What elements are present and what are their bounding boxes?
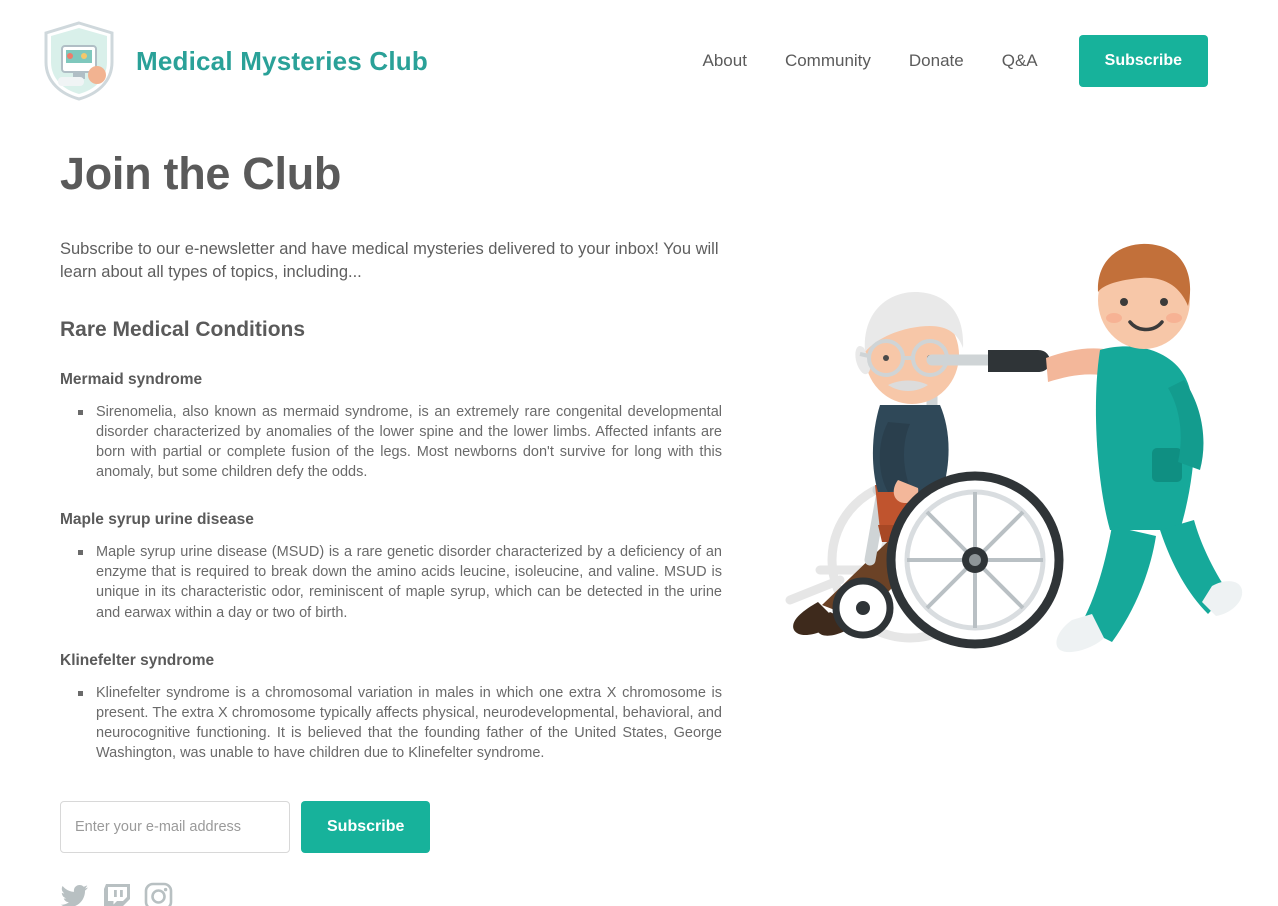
- intro-paragraph: Subscribe to our e-newsletter and have medical mysteries delivered to your inbox! You will learn about all types of topics, including...: [60, 240, 719, 281]
- twitter-icon[interactable]: [60, 882, 89, 906]
- site-header: [0, 0, 1278, 122]
- brand-title: Medical Mysteries Club: [136, 45, 428, 76]
- email-input[interactable]: [60, 801, 290, 853]
- brand[interactable]: [40, 20, 428, 102]
- newsletter-signup-form: [60, 801, 700, 853]
- nav-item-community[interactable]: Community: [784, 51, 871, 70]
- twitch-icon[interactable]: [102, 882, 131, 906]
- condition-list-maple-syrup-urine-disease: [60, 542, 722, 623]
- medical-shield-logo-icon: [40, 20, 118, 102]
- main-content: [0, 122, 760, 906]
- condition-list-mermaid-syndrome: [60, 402, 722, 483]
- condition-title-maple-syrup-urine-disease: Maple syrup urine disease: [60, 511, 254, 529]
- nav-item-about[interactable]: About: [702, 51, 747, 70]
- newsletter-subscribe-button[interactable]: Subscribe: [301, 801, 430, 853]
- social-links: [60, 882, 700, 906]
- condition-title-mermaid-syndrome: Mermaid syndrome: [60, 370, 203, 388]
- main-nav: [684, 35, 1209, 87]
- nurse-pushing-patient-in-wheelchair-illustration: [760, 230, 1260, 670]
- condition-title-klinefelter-syndrome: Klinefelter syndrome: [60, 651, 215, 669]
- list-item: Sirenomelia, also known as mermaid syndrome, is an extremely rare congenital developmental disorder characterized by anomalies of the lower spine and the lower limbs. Affected infants are born with partial or complete fusion of the legs. Most newborns don't survive for long with this anomaly, but some children defy the odds.: [78, 402, 722, 483]
- section-title-rare-conditions: Rare Medical Conditions: [60, 317, 306, 341]
- list-item: Klinefelter syndrome is a chromosomal variation in males in which one extra X chromosome is present. The extra X chromosome typically affects physical, neurodevelopmental, behavioral, and neurocognitive functioning. It is believed that the founding father of the United States, George Washington, was unable to have children due to Klinefelter syndrome.: [78, 683, 722, 764]
- nav-item-donate[interactable]: Donate: [908, 51, 964, 70]
- page-title: Join the Club: [60, 148, 342, 199]
- header-subscribe-button[interactable]: Subscribe: [1079, 35, 1208, 87]
- instagram-icon[interactable]: [144, 882, 173, 906]
- list-item: Maple syrup urine disease (MSUD) is a rare genetic disorder characterized by a deficiency of an enzyme that is required to break down the amino acids leucine, isoleucine, and valine. MSUD is unique in its characteristic odor, reminiscent of maple syrup, which can be detected in the urine and earwax within a day or two of birth.: [78, 542, 722, 623]
- condition-list-klinefelter-syndrome: [60, 683, 722, 764]
- nav-item-qa[interactable]: Q&A: [1001, 51, 1038, 70]
